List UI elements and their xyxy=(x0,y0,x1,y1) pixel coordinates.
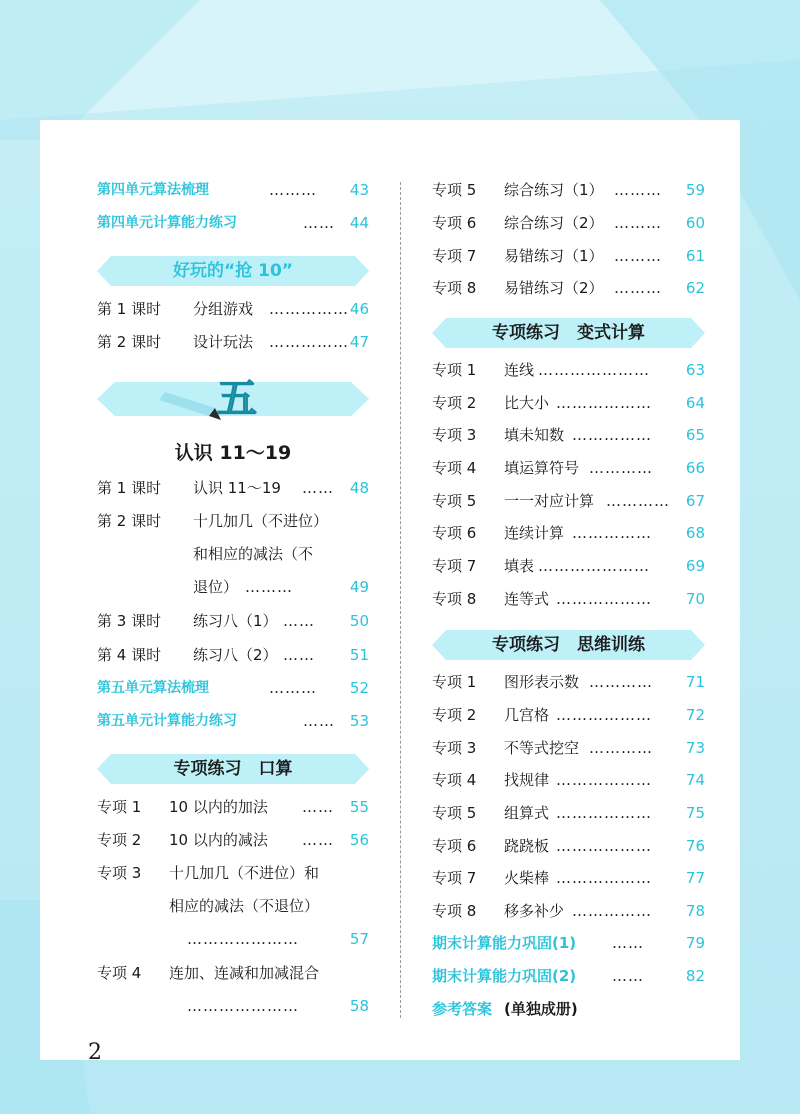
column-divider xyxy=(400,182,401,1018)
section-title: 专项练习 口算 xyxy=(173,759,293,779)
toc-entry[interactable]: 专项 4 连加、连减和加减混合 ………………… 58 xyxy=(97,964,369,1015)
section-banner xyxy=(97,256,369,286)
unit-title: 认识 11～19 xyxy=(174,442,292,464)
unit-banner xyxy=(97,374,369,424)
page-number: 2 xyxy=(88,1040,102,1065)
section-banner xyxy=(432,630,705,660)
section-title: 专项练习 思维训练 xyxy=(492,635,645,655)
section-banner xyxy=(97,754,369,784)
toc-entry[interactable]: 专项 3 十几加几（不进位）和 相应的减法（不退位） ………………… 57 xyxy=(97,864,369,948)
section-title: 好玩的“抢 10” xyxy=(173,261,293,281)
section-title: 专项练习 变式计算 xyxy=(492,323,645,343)
toc-entry[interactable]: 第 2 课时 十几加几（不进位） 和相应的减法（不 退位） ……… 49 xyxy=(97,512,369,596)
section-banner xyxy=(432,318,705,348)
unit-number: 五 xyxy=(217,376,257,422)
